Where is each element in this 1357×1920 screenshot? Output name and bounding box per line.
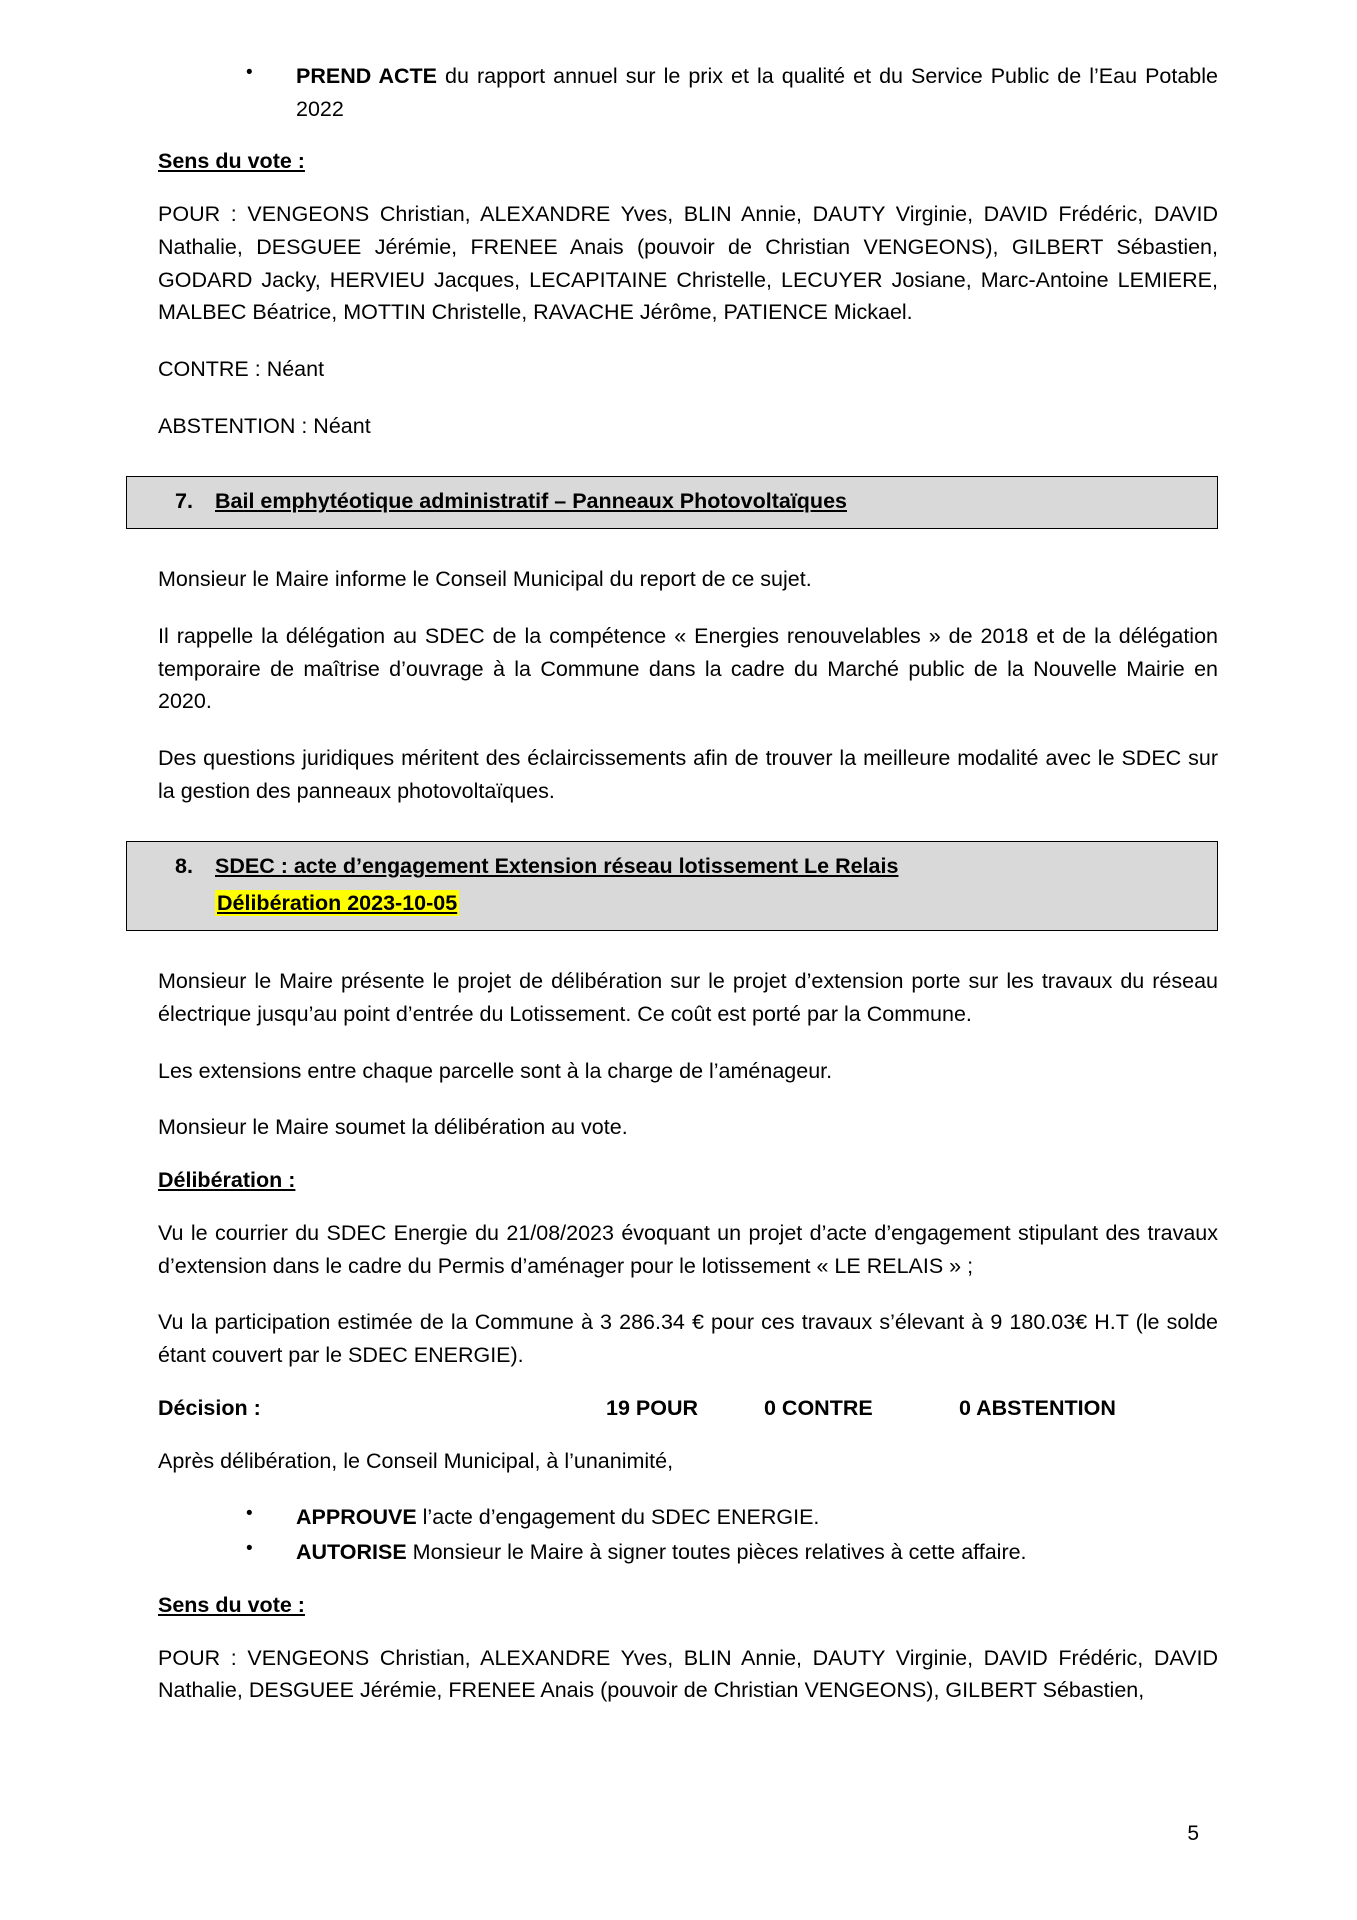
bullet-text: Monsieur le Maire à signer toutes pièces relatives à cette affaire. (406, 1540, 1027, 1565)
section-8-number: 8. (175, 854, 193, 879)
bullet-strong-label: AUTORISE (296, 1540, 407, 1565)
bullet-text: du rapport annuel sur le prix et la qualité et du Service Public de l’Eau Potable 2022 (296, 64, 1218, 121)
section-7-paragraph-3: Des questions juridiques méritent des éclaircissements afin de trouver la meilleure modalité avec le SDEC sur la gestion des panneaux photovoltaïques. (158, 746, 1218, 803)
section-7-paragraph-2: Il rappelle la délégation au SDEC de la compétence « Energies renouvelables » de 2018 et de la délégation temporaire de maîtrise d’ouvrage à la Commune dans la cadre du Marché public de la Nouvelle Mairie en 2020. (158, 624, 1218, 714)
page-content (158, 60, 1218, 1731)
deliberation-paragraph-1: Vu le courrier du SDEC Energie du 21/08/2023 évoquant un projet d’acte d’engagement stipulant des travaux d’extension dans le cadre du Permis d’aménager pour le lotissement « LE RELAIS » ; (158, 1221, 1218, 1278)
decision-votes-abstention: 0 ABSTENTION (959, 1395, 1116, 1420)
vote-pour-list-2: POUR : VENGEONS Christian, ALEXANDRE Yves, BLIN Annie, DAUTY Virginie, DAVID Frédéric, DAVID Nathalie, DESGUEE Jérémie, FRENEE Anais (pouvoir de Christian VENGEONS), GILBERT Sébastien, (158, 1645, 1218, 1703)
decision-row (158, 1396, 1218, 1421)
section-8-paragraph-2: Les extensions entre chaque parcelle sont à la charge de l’aménageur. (158, 1058, 833, 1083)
list-item (240, 1501, 1218, 1534)
page-number: 5 (1187, 1822, 1199, 1845)
vote-pour-list-1: POUR : VENGEONS Christian, ALEXANDRE Yves, BLIN Annie, DAUTY Virginie, DAVID Frédéric, DAVID Nathalie, DESGUEE Jérémie, FRENEE Anais (pouvoir de Christian VENGEONS), GILBERT Sébastien, GODARD Jacky, HERVIEU Jacques, LECAPITAINE Christelle, LECUYER Josiane, Marc-Antoine LEMIERE, MALBEC Béatrice, MOTTIN Christelle, RAVACHE Jérôme, PATIENCE Mickael. (158, 202, 1218, 325)
section-8-title: SDEC : acte d’engagement Extension réseau lotissement Le Relais (215, 854, 899, 879)
apres-deliberation-text: Après délibération, le Conseil Municipal, à l’unanimité, (158, 1448, 674, 1473)
sens-du-vote-heading-1: Sens du vote : (158, 149, 305, 174)
decision-votes-contre: 0 CONTRE (764, 1395, 873, 1420)
section-8-paragraph-1: Monsieur le Maire présente le projet de délibération sur le projet d’extension porte sur les travaux du réseau électrique jusqu’au point d’entrée du Lotissement. Ce coût est porté par la Commune. (158, 969, 1218, 1027)
section-8-paragraph-3: Monsieur le Maire soumet la délibération au vote. (158, 1115, 628, 1140)
section-7-title: Bail emphytéotique administratif – Panneaux Photovoltaïques (215, 489, 847, 514)
section-heading-8 (126, 841, 1218, 931)
deliberation-paragraph-2: Vu la participation estimée de la Commune à 3 286.34 € pour ces travaux s’élevant à 9 180.03€ H.T (le solde étant couvert par le SDEC ENERGIE). (158, 1310, 1218, 1368)
decision-label: Décision : (158, 1395, 261, 1420)
prend-acte-bullet-list (158, 60, 1218, 125)
vote-abstention-1: ABSTENTION : Néant (158, 413, 371, 438)
list-item (240, 60, 1218, 125)
bullet-text: l’acte d’engagement du SDEC ENERGIE. (416, 1505, 820, 1530)
sens-du-vote-heading-2: Sens du vote : (158, 1592, 305, 1617)
decision-votes-pour: 19 POUR (606, 1395, 699, 1420)
deliberation-heading: Délibération : (158, 1168, 296, 1193)
bullet-strong-label: APPROUVE (296, 1505, 417, 1530)
resolution-bullet-list (158, 1501, 1218, 1568)
deliberation-reference-badge: Délibération 2023-10-05 (217, 891, 458, 916)
section-heading-7 (126, 476, 1218, 529)
bullet-strong-label: PREND ACTE (296, 64, 438, 88)
list-item (240, 1536, 1218, 1569)
section-7-paragraph-1: Monsieur le Maire informe le Conseil Municipal du report de ce sujet. (158, 567, 812, 592)
section-7-number: 7. (175, 489, 193, 514)
vote-contre-1: CONTRE : Néant (158, 357, 325, 382)
